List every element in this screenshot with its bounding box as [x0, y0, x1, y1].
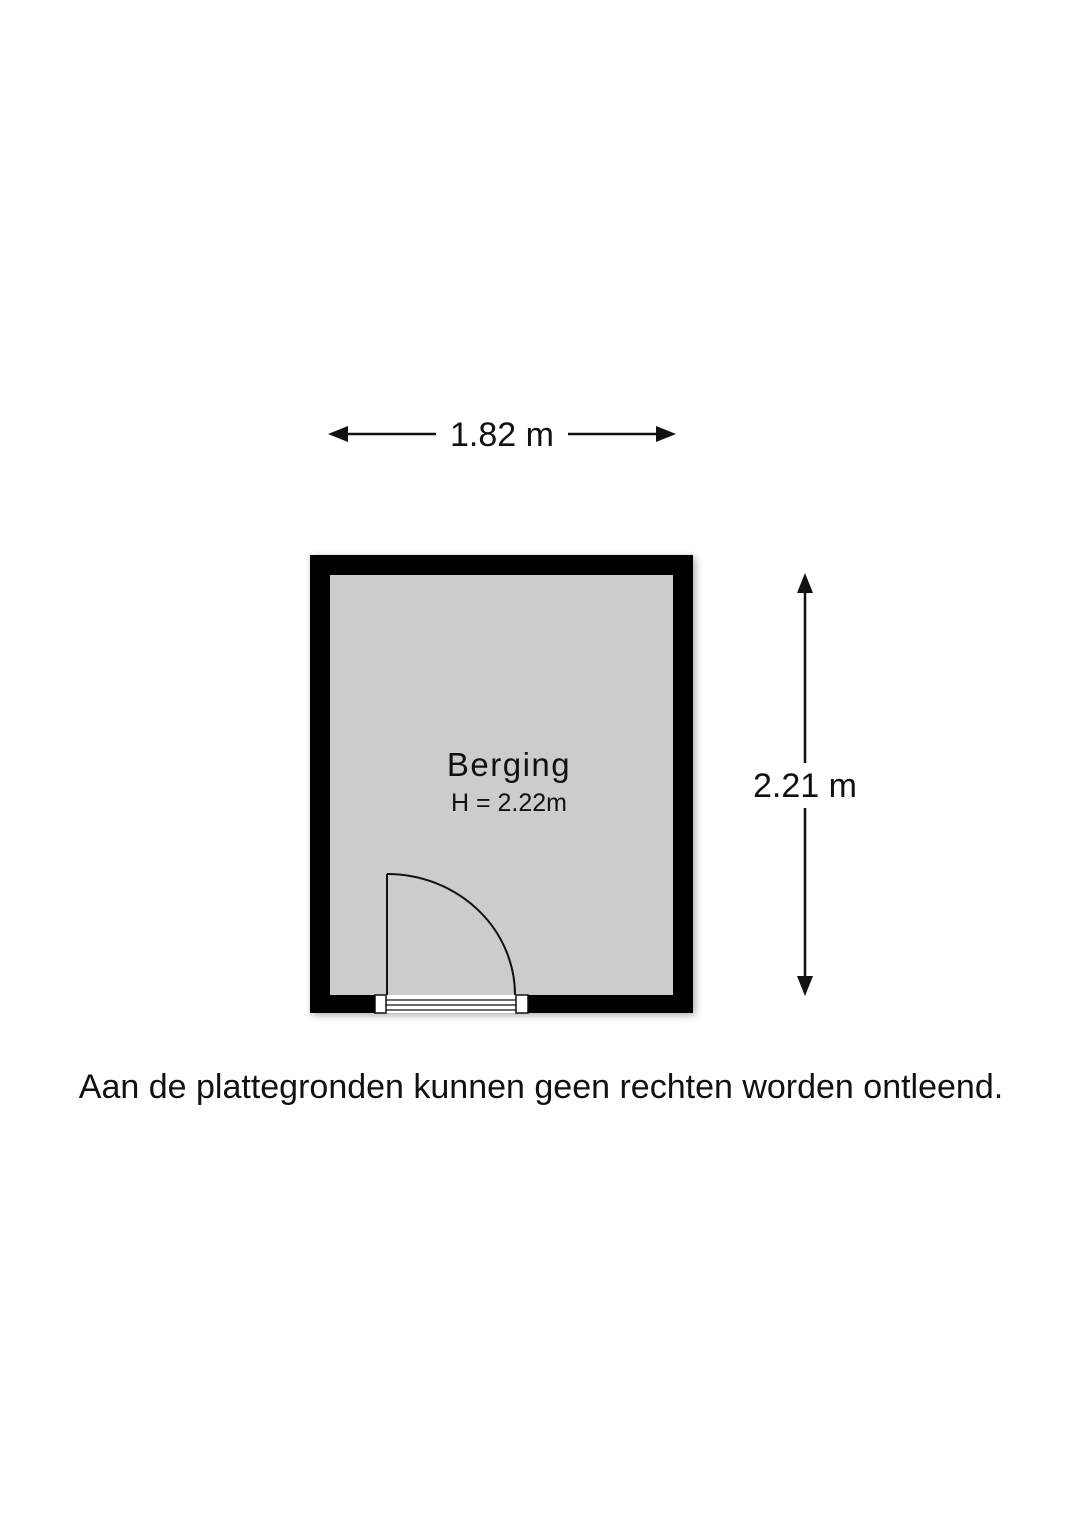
width-arrowhead-left — [328, 426, 348, 442]
depth-arrowhead-bottom — [797, 976, 813, 996]
door-jamb-right — [516, 995, 528, 1013]
depth-arrowhead-top — [797, 573, 813, 593]
door-jamb-left — [375, 995, 386, 1013]
disclaimer-text: Aan de plattegronden kunnen geen rechten worden ontleend. — [78, 1068, 1004, 1106]
depth-dimension — [753, 573, 857, 996]
width-arrowhead-right — [656, 426, 676, 442]
depth-dimension-label: 2.21 m — [753, 767, 857, 805]
width-dimension — [328, 416, 676, 454]
room-height-label: H = 2.22m — [450, 789, 568, 817]
width-dimension-label: 1.82 m — [450, 416, 554, 454]
room-berging — [310, 555, 693, 1013]
room-floor — [330, 575, 673, 995]
room-name-label: Berging — [446, 746, 572, 783]
